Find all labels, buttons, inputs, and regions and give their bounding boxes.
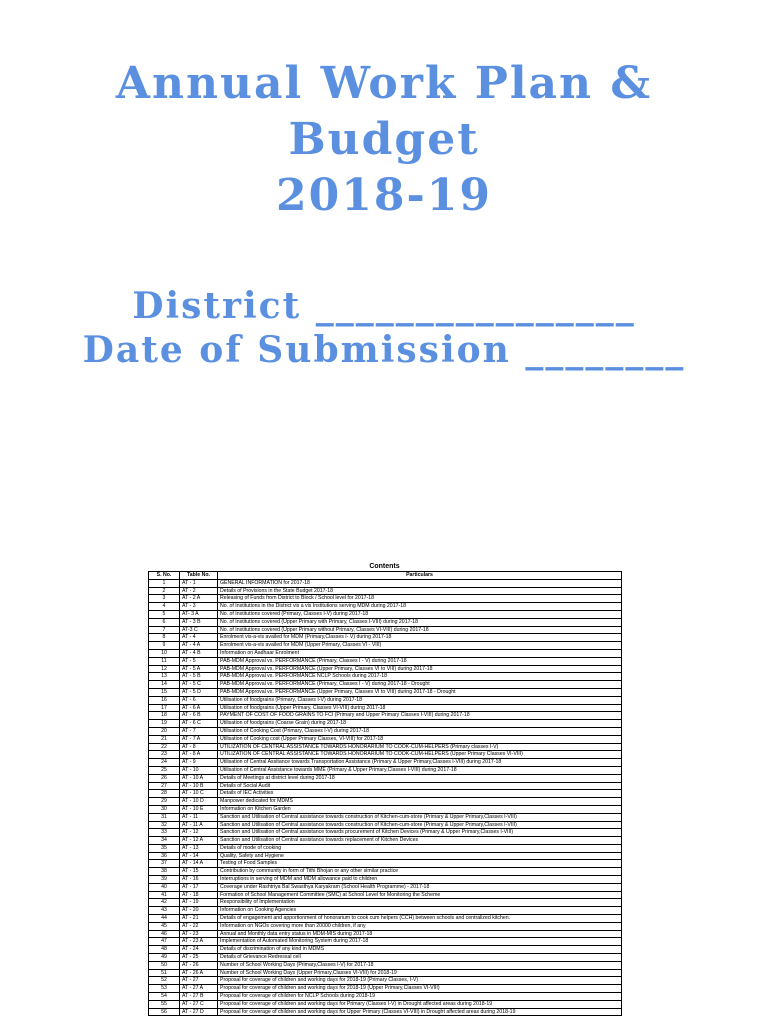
particulars-cell: Sanction and Utilisation of Central assistance towards replacement of Kitchen Devices bbox=[218, 837, 622, 845]
table-number-cell: AT - 5 D bbox=[180, 688, 218, 696]
table-row bbox=[149, 595, 622, 603]
table-row bbox=[149, 751, 622, 759]
particulars-cell: Contribution by community in form of Tithi Bhojan or any other similar practice bbox=[218, 868, 622, 876]
table-number-cell: AT - 12 bbox=[180, 829, 218, 837]
serial-number-cell: 46 bbox=[149, 930, 180, 938]
table-row bbox=[149, 587, 622, 595]
serial-number-cell: 8 bbox=[149, 634, 180, 642]
table-row bbox=[149, 759, 622, 767]
table-row bbox=[149, 993, 622, 1001]
table-number-cell: AT - 14 A bbox=[180, 860, 218, 868]
submission-date-label: Date of Submission ________ bbox=[82, 329, 686, 371]
table-number-cell: AT - 27 bbox=[180, 977, 218, 985]
table-number-cell: AT - 2 A bbox=[180, 595, 218, 603]
contents-header-row bbox=[149, 572, 622, 580]
contents-section bbox=[148, 562, 621, 1016]
particulars-cell: Utilisation of foodgrains (Coarse Grain) during 2017-18 bbox=[218, 720, 622, 728]
particulars-cell: Details of IEC Activities bbox=[218, 790, 622, 798]
particulars-cell: Implementation of Automated Monitoring System during 2017-18 bbox=[218, 938, 622, 946]
table-number-cell: AT - 6 B bbox=[180, 712, 218, 720]
table-number-cell: AT - 2 bbox=[180, 587, 218, 595]
serial-number-cell: 47 bbox=[149, 938, 180, 946]
table-row bbox=[149, 899, 622, 907]
serial-number-cell: 30 bbox=[149, 805, 180, 813]
table-number-cell: AT - 27 D bbox=[180, 1008, 218, 1016]
table-number-cell: AT - 16 bbox=[180, 876, 218, 884]
particulars-cell: Coverage under Rashtriya Bal Swasthya Karyakram (School Health Programme) - 2017-18 bbox=[218, 883, 622, 891]
serial-number-cell: 37 bbox=[149, 860, 180, 868]
table-number-cell: AT - 27 C bbox=[180, 1000, 218, 1008]
particulars-cell: Information on Cooking Agencies bbox=[218, 907, 622, 915]
table-number-cell: AT - 23 A bbox=[180, 938, 218, 946]
serial-number-cell: 41 bbox=[149, 891, 180, 899]
particulars-cell: Utilisation of foodgrains (Primary, Classes I-V) during 2017-18 bbox=[218, 696, 622, 704]
table-number-cell: AT - 5 A bbox=[180, 665, 218, 673]
contents-table bbox=[148, 571, 622, 1016]
particulars-cell: Testing of Food Samples bbox=[218, 860, 622, 868]
serial-number-cell: 13 bbox=[149, 673, 180, 681]
table-row bbox=[149, 704, 622, 712]
serial-number-cell: 10 bbox=[149, 649, 180, 657]
district-label: District ________________ bbox=[132, 285, 636, 327]
serial-number-cell: 32 bbox=[149, 821, 180, 829]
table-number-cell: AT - 21 bbox=[180, 915, 218, 923]
particulars-cell: Formation of School Management Committee (SMC) at School Level for Monitoring the Scheme bbox=[218, 891, 622, 899]
table-number-cell: AT - 20 bbox=[180, 907, 218, 915]
table-row bbox=[149, 844, 622, 852]
table-row bbox=[149, 782, 622, 790]
table-number-cell: AT - 24 bbox=[180, 946, 218, 954]
serial-number-cell: 44 bbox=[149, 915, 180, 923]
table-number-cell: AT - 5 B bbox=[180, 673, 218, 681]
particulars-cell: Details of Social Audit bbox=[218, 782, 622, 790]
table-row bbox=[149, 922, 622, 930]
table-row bbox=[149, 798, 622, 806]
table-number-cell: AT - 11 bbox=[180, 813, 218, 821]
table-row bbox=[149, 930, 622, 938]
particulars-cell: Releasing of Funds from District to Block / School level for 2017-18 bbox=[218, 595, 622, 603]
serial-number-cell: 3 bbox=[149, 595, 180, 603]
serial-number-cell: 5 bbox=[149, 610, 180, 618]
table-number-cell: AT - 10 E bbox=[180, 805, 218, 813]
table-row bbox=[149, 860, 622, 868]
table-number-cell: AT - 10 D bbox=[180, 798, 218, 806]
particulars-cell: Proposal for coverage of children and working days for Primary (Classes I-V) in Drought affected areas during 2018-19 bbox=[218, 1000, 622, 1008]
table-row bbox=[149, 813, 622, 821]
table-number-cell: AT - 10 bbox=[180, 766, 218, 774]
table-number-cell: AT - 19 bbox=[180, 899, 218, 907]
serial-number-cell: 9 bbox=[149, 642, 180, 650]
particulars-cell: UTILIZATION OF CENTRAL ASSISTANCE TOWARDS HONORARIUM TO COOK-CUM-HELPERS (Primary classes I-V) bbox=[218, 743, 622, 751]
particulars-cell: PAB-MDM Approval vs. PERFORMANCE (Upper Primary, Classes VI to VIII) during 2017-18 - Drought bbox=[218, 688, 622, 696]
particulars-cell: Manpower dedicated for MDMS bbox=[218, 798, 622, 806]
serial-number-cell: 35 bbox=[149, 844, 180, 852]
table-number-cell: AT - 1 bbox=[180, 579, 218, 587]
serial-number-cell: 19 bbox=[149, 720, 180, 728]
table-number-cell: AT - 27 A bbox=[180, 985, 218, 993]
particulars-cell: Utilisation of Central Assitance towards Transportation Assistance (Primary & Upper Primary,Classes I-VIII) during 2017-18 bbox=[218, 759, 622, 767]
serial-number-cell: 26 bbox=[149, 774, 180, 782]
table-number-cell: AT - 3 bbox=[180, 603, 218, 611]
table-number-cell: AT - 27 B bbox=[180, 993, 218, 1001]
serial-number-cell: 15 bbox=[149, 688, 180, 696]
serial-number-cell: 27 bbox=[149, 782, 180, 790]
table-number-cell: AT - 14 bbox=[180, 852, 218, 860]
particulars-cell: Details of Meetings at district level during 2017-18 bbox=[218, 774, 622, 782]
table-row bbox=[149, 829, 622, 837]
table-row bbox=[149, 610, 622, 618]
table-row bbox=[149, 642, 622, 650]
table-row bbox=[149, 735, 622, 743]
table-row bbox=[149, 681, 622, 689]
contents-heading: Contents bbox=[369, 563, 400, 570]
serial-number-cell: 24 bbox=[149, 759, 180, 767]
serial-number-cell: 7 bbox=[149, 626, 180, 634]
serial-number-cell: 45 bbox=[149, 922, 180, 930]
table-number-cell: AT - 9 bbox=[180, 759, 218, 767]
particulars-cell: PAB-MDM Approval vs. PERFORMANCE (Primary, Classes I - V) during 2017-18 - Drought bbox=[218, 681, 622, 689]
table-row bbox=[149, 852, 622, 860]
table-row bbox=[149, 868, 622, 876]
particulars-cell: Enrolment vis-a-vis availed for MDM (Primary,Classes I- V) during 2017-18 bbox=[218, 634, 622, 642]
table-number-cell: AT - 8 bbox=[180, 743, 218, 751]
table-number-cell: AT - 4 bbox=[180, 634, 218, 642]
table-number-cell: AT - 6 bbox=[180, 696, 218, 704]
serial-number-cell: 18 bbox=[149, 712, 180, 720]
serial-number-cell: 36 bbox=[149, 852, 180, 860]
contents-table-body bbox=[149, 579, 622, 1016]
table-number-cell: AT - 6 C bbox=[180, 720, 218, 728]
particulars-cell: Details of Provisions in the State Budget 2017-18 bbox=[218, 587, 622, 595]
table-number-cell: AT - 12 A bbox=[180, 837, 218, 845]
table-row bbox=[149, 985, 622, 993]
table-number-cell: AT - 10 B bbox=[180, 782, 218, 790]
table-number-cell: AT - 7 bbox=[180, 727, 218, 735]
table-number-cell: AT - 15 bbox=[180, 868, 218, 876]
serial-number-cell: 53 bbox=[149, 985, 180, 993]
table-row bbox=[149, 579, 622, 587]
serial-number-cell: 43 bbox=[149, 907, 180, 915]
particulars-cell: Information on Aadhaar Enrolment bbox=[218, 649, 622, 657]
serial-number-cell: 1 bbox=[149, 579, 180, 587]
table-row bbox=[149, 891, 622, 899]
table-number-cell: AT - 11 A bbox=[180, 821, 218, 829]
particulars-cell: PAYMENT OF COST OF FOOD GRAINS TO FCI (Primary and Upper Primary Classes I-VIII) during 2017-18 bbox=[218, 712, 622, 720]
particulars-cell: No. of Institutions covered (Upper Primary with Primary, Classes I-VIII) during 2017-18 bbox=[218, 618, 622, 626]
table-row bbox=[149, 946, 622, 954]
serial-number-cell: 23 bbox=[149, 751, 180, 759]
table-number-cell: AT - 4 A bbox=[180, 642, 218, 650]
particulars-cell: Annual and Monthly data entry status in MDM-MIS during 2017-18 bbox=[218, 930, 622, 938]
serial-number-cell: 11 bbox=[149, 657, 180, 665]
title-line-2: Budget bbox=[288, 114, 480, 165]
particulars-cell: Information on Kitchen Garden bbox=[218, 805, 622, 813]
serial-number-cell: 2 bbox=[149, 587, 180, 595]
particulars-cell: Number of School Working Days (Primary,Classes I-V) for 2017-18 bbox=[218, 961, 622, 969]
particulars-cell: No. of Institutions covered (Upper Primary without Primary, Classes VI-VIII) during 2017-18 bbox=[218, 626, 622, 634]
particulars-cell: Proposal for coverage of children for NCLP Schools during 2018-19 bbox=[218, 993, 622, 1001]
table-number-cell: AT - 18 bbox=[180, 891, 218, 899]
particulars-cell: Proposal for coverage of children and working days for Upper Primary (Classes VI-VIII) in Drought affected areas during 2018-19 bbox=[218, 1008, 622, 1016]
table-row bbox=[149, 720, 622, 728]
particulars-cell: Details of engagement and apportionment of honorarium to cook cum helpers (CCH) between schools and centralized kitchen. bbox=[218, 915, 622, 923]
table-number-cell: AT - 25 bbox=[180, 954, 218, 962]
column-header-serial: S. No. bbox=[149, 572, 180, 580]
table-row bbox=[149, 673, 622, 681]
particulars-cell: Details of Grievance Redressal cell bbox=[218, 954, 622, 962]
particulars-cell: GENERAL INFORMATION for 2017-18 bbox=[218, 579, 622, 587]
particulars-cell: Quality, Safety and Hygiene bbox=[218, 852, 622, 860]
serial-number-cell: 12 bbox=[149, 665, 180, 673]
table-number-cell: AT - 17 bbox=[180, 883, 218, 891]
serial-number-cell: 34 bbox=[149, 837, 180, 845]
serial-number-cell: 52 bbox=[149, 977, 180, 985]
table-row bbox=[149, 1008, 622, 1016]
table-row bbox=[149, 696, 622, 704]
particulars-cell: Proposal for coverage of children and working days for 2018-19 (Upper Primary,Classes VI-VIII) bbox=[218, 985, 622, 993]
serial-number-cell: 17 bbox=[149, 704, 180, 712]
table-row bbox=[149, 837, 622, 845]
serial-number-cell: 33 bbox=[149, 829, 180, 837]
table-row bbox=[149, 618, 622, 626]
serial-number-cell: 21 bbox=[149, 735, 180, 743]
particulars-cell: UTILIZATION OF CENTRAL ASSISTANCE TOWARDS HONORARIUM TO COOK-CUM-HELPERS (Upper Primary Classes VI-VIII) bbox=[218, 751, 622, 759]
particulars-cell: Utilisation of Cooking cost (Upper Primary Classes, VI-VIII) for 2017-18 bbox=[218, 735, 622, 743]
serial-number-cell: 29 bbox=[149, 798, 180, 806]
particulars-cell: Interruptions in serving of MDM and MDM allowance paid to children bbox=[218, 876, 622, 884]
particulars-cell: PAB-MDM Approval vs. PERFORMANCE NCLP Schools during 2017-18 bbox=[218, 673, 622, 681]
serial-number-cell: 31 bbox=[149, 813, 180, 821]
serial-number-cell: 50 bbox=[149, 961, 180, 969]
particulars-cell: Sanction and Utilisation of Central assistance towards construction of Kitchen-cum-store (Primary & Upper Primary,Classes I-VIII) bbox=[218, 821, 622, 829]
serial-number-cell: 4 bbox=[149, 603, 180, 611]
particulars-cell: PAB-MDM Approval vs. PERFORMANCE (Upper Primary, Classes VI to VIII) during 2017-18 bbox=[218, 665, 622, 673]
serial-number-cell: 54 bbox=[149, 993, 180, 1001]
table-row bbox=[149, 790, 622, 798]
table-row bbox=[149, 915, 622, 923]
particulars-cell: Enrolment vis-a-vis availed for MDM (Upper Primary, Classes VI - VIII) bbox=[218, 642, 622, 650]
serial-number-cell: 56 bbox=[149, 1008, 180, 1016]
table-row bbox=[149, 688, 622, 696]
serial-number-cell: 51 bbox=[149, 969, 180, 977]
table-row bbox=[149, 883, 622, 891]
serial-number-cell: 22 bbox=[149, 743, 180, 751]
particulars-cell: Utilisation of Cooking Cost (Primary, Classes I-V) during 2017-18 bbox=[218, 727, 622, 735]
particulars-cell: No. of Institutions covered (Primary, Classes I-V) during 2017-18 bbox=[218, 610, 622, 618]
table-number-cell: AT - 5 bbox=[180, 657, 218, 665]
particulars-cell: No. of Institutions in the District vis a vis Institutions serving MDM during 2017-18 bbox=[218, 603, 622, 611]
table-row bbox=[149, 712, 622, 720]
particulars-cell: Sanction and Utilisation of Central assistance towards procurement of Kitchen Devices (Primary & Upper Primary,Classes I-VIII) bbox=[218, 829, 622, 837]
table-row bbox=[149, 743, 622, 751]
table-row bbox=[149, 634, 622, 642]
table-number-cell: AT - 8 A bbox=[180, 751, 218, 759]
table-row bbox=[149, 938, 622, 946]
table-row bbox=[149, 657, 622, 665]
particulars-cell: Responsibility of Implementation bbox=[218, 899, 622, 907]
table-row bbox=[149, 774, 622, 782]
column-header-table-no: Table No. bbox=[180, 572, 218, 580]
table-number-cell: AT - 3 B bbox=[180, 618, 218, 626]
table-row bbox=[149, 805, 622, 813]
table-number-cell: AT - 26 bbox=[180, 961, 218, 969]
table-number-cell: AT - 13 bbox=[180, 844, 218, 852]
particulars-cell: Details of mode of cooking bbox=[218, 844, 622, 852]
serial-number-cell: 48 bbox=[149, 946, 180, 954]
serial-number-cell: 28 bbox=[149, 790, 180, 798]
serial-number-cell: 49 bbox=[149, 954, 180, 962]
serial-number-cell: 20 bbox=[149, 727, 180, 735]
serial-number-cell: 42 bbox=[149, 899, 180, 907]
serial-number-cell: 55 bbox=[149, 1000, 180, 1008]
table-number-cell: AT - 5 C bbox=[180, 681, 218, 689]
table-row bbox=[149, 954, 622, 962]
particulars-cell: Number of School Working Days (Upper Primary,Classes VI-VIII) for 2018-19 bbox=[218, 969, 622, 977]
particulars-cell: Information on NGOs covering more than 20000 children, if any bbox=[218, 922, 622, 930]
table-row bbox=[149, 1000, 622, 1008]
table-row bbox=[149, 876, 622, 884]
table-row bbox=[149, 603, 622, 611]
table-number-cell: AT - 4 B bbox=[180, 649, 218, 657]
table-number-cell: AT - 6 A bbox=[180, 704, 218, 712]
table-row bbox=[149, 977, 622, 985]
serial-number-cell: 39 bbox=[149, 876, 180, 884]
table-row bbox=[149, 961, 622, 969]
column-header-particulars: Particulars bbox=[218, 572, 622, 580]
table-number-cell: AT - 23 bbox=[180, 930, 218, 938]
title-line-1: Annual Work Plan & bbox=[115, 58, 653, 109]
serial-number-cell: 40 bbox=[149, 883, 180, 891]
table-number-cell: AT - 22 bbox=[180, 922, 218, 930]
table-number-cell: AT - 26 A bbox=[180, 969, 218, 977]
particulars-cell: Utilisation of Central Assistance towards MME (Primary & Upper Primary,Classes I-VIII) during 2017-18 bbox=[218, 766, 622, 774]
table-row bbox=[149, 969, 622, 977]
table-number-cell: AT - 10 A bbox=[180, 774, 218, 782]
serial-number-cell: 14 bbox=[149, 681, 180, 689]
particulars-cell: PAB-MDM Approval vs. PERFORMANCE (Primary, Classes I - V) during 2017-18 bbox=[218, 657, 622, 665]
particulars-cell: Sanction and Utilisation of Central assistance towards construction of Kitchen-cum-store (Primary & Upper Primary,Classes I-VIII) bbox=[218, 813, 622, 821]
serial-number-cell: 25 bbox=[149, 766, 180, 774]
table-row bbox=[149, 665, 622, 673]
particulars-cell: Utilisation of foodgrains (Upper Primary, Classes VI-VIII) during 2017-18 bbox=[218, 704, 622, 712]
serial-number-cell: 16 bbox=[149, 696, 180, 704]
serial-number-cell: 6 bbox=[149, 618, 180, 626]
table-number-cell: AT- 3 A bbox=[180, 610, 218, 618]
particulars-cell: Details of discrimination of any kind in MDMS bbox=[218, 946, 622, 954]
table-number-cell: AT-3 C bbox=[180, 626, 218, 634]
table-number-cell: AT - 7 A bbox=[180, 735, 218, 743]
particulars-cell: Proposal for coverage of children and working days for 2018-19 (Primary Classes, I-V) bbox=[218, 977, 622, 985]
table-row bbox=[149, 626, 622, 634]
table-row bbox=[149, 727, 622, 735]
table-row bbox=[149, 649, 622, 657]
table-row bbox=[149, 766, 622, 774]
serial-number-cell: 38 bbox=[149, 868, 180, 876]
table-row bbox=[149, 907, 622, 915]
title-line-3: 2018-19 bbox=[276, 170, 492, 221]
table-row bbox=[149, 821, 622, 829]
table-number-cell: AT - 10 C bbox=[180, 790, 218, 798]
